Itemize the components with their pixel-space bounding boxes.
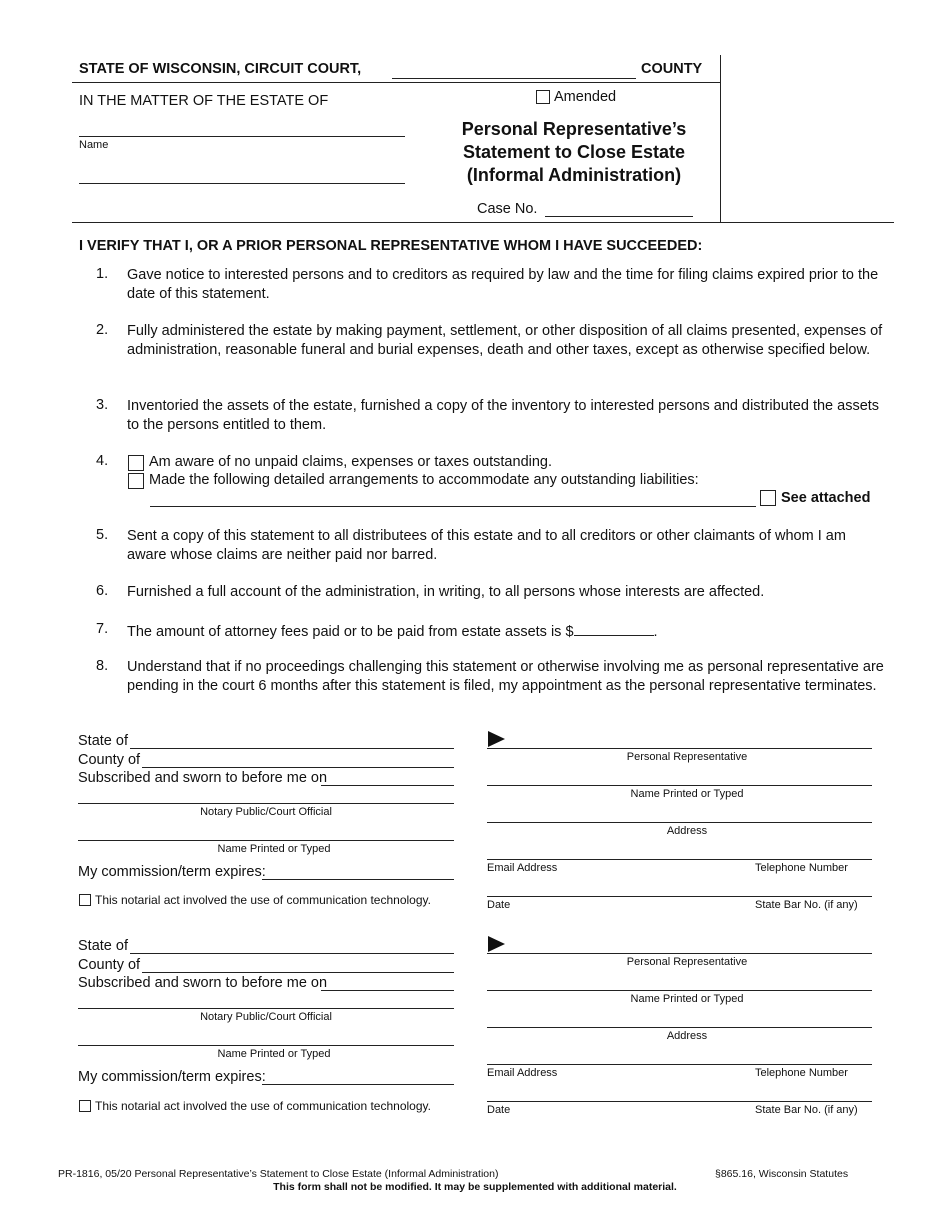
email-phone-field[interactable] [487,859,872,860]
date-label: Date [487,1104,511,1116]
item-5-number: 5. [96,527,109,543]
personal-rep-signature-field[interactable] [487,953,872,954]
notary-signature-field[interactable] [78,803,454,804]
see-attached-label: See attached [781,490,871,507]
county-of-label: County of [78,957,141,973]
item-4-option-a[interactable] [128,453,552,472]
county-of-field[interactable] [142,972,454,973]
email-label: Email Address [487,1067,558,1079]
notary-name-label: Name Printed or Typed [217,843,331,855]
item-7-text [127,621,889,642]
county-name-field[interactable] [392,78,636,79]
state-of-field[interactable] [130,748,454,749]
form-title [424,118,724,187]
personal-rep-label: Personal Representative [626,751,748,763]
date-label: Date [487,899,511,911]
notary-signature-field[interactable] [78,1008,454,1009]
form-id: PR-1816, 05/20 Personal Representative’s Statement to Close Estate (Informal Administration) [58,1168,499,1180]
tech-checkbox[interactable] [79,1100,91,1112]
tech-checkbox-label: This notarial act involved the use of communication technology. [95,1098,431,1113]
commission-field[interactable] [262,879,454,880]
verify-heading: I VERIFY THAT I, OR A PRIOR PERSONAL REPRESENTATIVE WHOM I HAVE SUCCEEDED: [79,238,703,254]
item-5-text: Sent a copy of this statement to all distributees of this estate and to all creditors or other claimants of whom I am aware whose claims are neither paid nor barred. [127,528,846,563]
state-of-field[interactable] [130,953,454,954]
title-line-1: Personal Representative’s [461,119,687,139]
amended-label: Amended [554,89,617,106]
detailed-arrangements-checkbox[interactable] [128,473,144,489]
see-attached-option[interactable] [760,490,870,506]
estate-name-field[interactable] [79,136,405,137]
address-field[interactable] [487,822,872,823]
state-of-label: State of [78,733,128,749]
estate-name-field-2[interactable] [79,183,405,184]
notary-label: Notary Public/Court Official [200,806,332,818]
title-line-2: Statement to Close Estate [462,142,686,162]
state-bar-label: State Bar No. (if any) [755,899,858,911]
personal-rep-signature-field[interactable] [487,748,872,749]
date-bar-field[interactable] [487,1101,872,1102]
item-1-text: Gave notice to interested persons and to creditors as required by law and the time for filing claims expired prior to the date of this statement. [127,267,879,302]
arrangements-field[interactable] [150,506,756,507]
item-4-option-b-label: Made the following detailed arrangements to accommodate any outstanding liabilities: [149,472,699,488]
state-bar-label: State Bar No. (if any) [755,1104,858,1116]
county-suffix: COUNTY [641,61,703,77]
commission-label: My commission/term expires: [78,1069,266,1085]
tech-option[interactable] [79,1098,431,1113]
rep-name-field[interactable] [487,785,872,786]
tech-checkbox-label: This notarial act involved the use of communication technology. [95,892,431,907]
amended-option[interactable] [536,89,616,105]
item-3-number: 3. [96,397,109,413]
header-divider [72,82,720,83]
modification-notice: This form shall not be modified. It may be supplemented with additional material. [273,1181,677,1193]
email-label: Email Address [487,862,558,874]
notary-name-field[interactable] [78,840,454,841]
item-7-text-after: . [653,624,658,640]
telephone-label: Telephone Number [755,1067,848,1079]
rep-name-label: Name Printed or Typed [630,788,744,800]
rep-name-label: Name Printed or Typed [630,993,744,1005]
subscribed-label: Subscribed and sworn to before me on [78,770,328,786]
header-bottom-rule [72,222,894,223]
item-4-number: 4. [96,453,109,469]
case-no-field[interactable] [545,216,693,217]
title-line-3: (Informal Administration) [466,165,682,185]
sign-here-arrow-icon [488,731,505,747]
see-attached-checkbox[interactable] [760,490,776,506]
court-prefix: STATE OF WISCONSIN, CIRCUIT COURT, [79,61,362,77]
state-of-label: State of [78,938,128,954]
item-4-option-b[interactable] [128,471,699,490]
item-2-number: 2. [96,322,109,338]
case-no-label: Case No. [477,201,538,217]
address-field[interactable] [487,1027,872,1028]
item-2-text: Fully administered the estate by making payment, settlement, or other disposition of all claims presented, expenses of administration, reasonable funeral and burial expenses, death and other taxes, except as otherwise specified below. [127,323,883,358]
item-3-text: Inventoried the assets of the estate, furnished a copy of the inventory to interested persons and distributed the assets to the persons entitled to them. [127,398,880,433]
rep-name-field[interactable] [487,990,872,991]
email-phone-field[interactable] [487,1064,872,1065]
item-1-number: 1. [96,266,109,282]
item-8-number: 8. [96,658,109,674]
item-8-text: Understand that if no proceedings challenging this statement or otherwise involving me as personal representative are pending in the court 6 months after this statement is filed, my appointment as the personal representative terminates. [127,659,884,694]
amended-checkbox[interactable] [536,90,550,104]
name-label: Name [79,139,109,151]
statute-reference: §865.16, Wisconsin Statutes [715,1168,849,1180]
commission-label: My commission/term expires: [78,864,266,880]
personal-rep-label: Personal Representative [626,956,748,968]
tech-option[interactable] [79,892,431,907]
notary-name-field[interactable] [78,1045,454,1046]
matter-heading: IN THE MATTER OF THE ESTATE OF [79,93,329,109]
item-7-text-before: The amount of attorney fees paid or to be paid from estate assets is $ [127,624,574,640]
county-of-label: County of [78,752,141,768]
item-6-text: Furnished a full account of the administration, in writing, to all persons whose interests are affected. [127,584,765,600]
item-6-number: 6. [96,583,109,599]
notary-name-label: Name Printed or Typed [217,1048,331,1060]
address-label: Address [666,825,708,837]
subscribed-date-field[interactable] [321,990,454,991]
subscribed-date-field[interactable] [321,785,454,786]
date-bar-field[interactable] [487,896,872,897]
no-unpaid-claims-checkbox[interactable] [128,455,144,471]
tech-checkbox[interactable] [79,894,91,906]
sign-here-arrow-icon [488,936,505,952]
subscribed-label: Subscribed and sworn to before me on [78,975,328,991]
commission-field[interactable] [262,1084,454,1085]
attorney-fees-field[interactable] [574,621,654,636]
county-of-field[interactable] [142,767,454,768]
telephone-label: Telephone Number [755,862,848,874]
item-4-option-a-label: Am aware of no unpaid claims, expenses or taxes outstanding. [149,454,553,470]
address-label: Address [666,1030,708,1042]
item-7-number: 7. [96,621,109,637]
notary-label: Notary Public/Court Official [200,1011,332,1023]
